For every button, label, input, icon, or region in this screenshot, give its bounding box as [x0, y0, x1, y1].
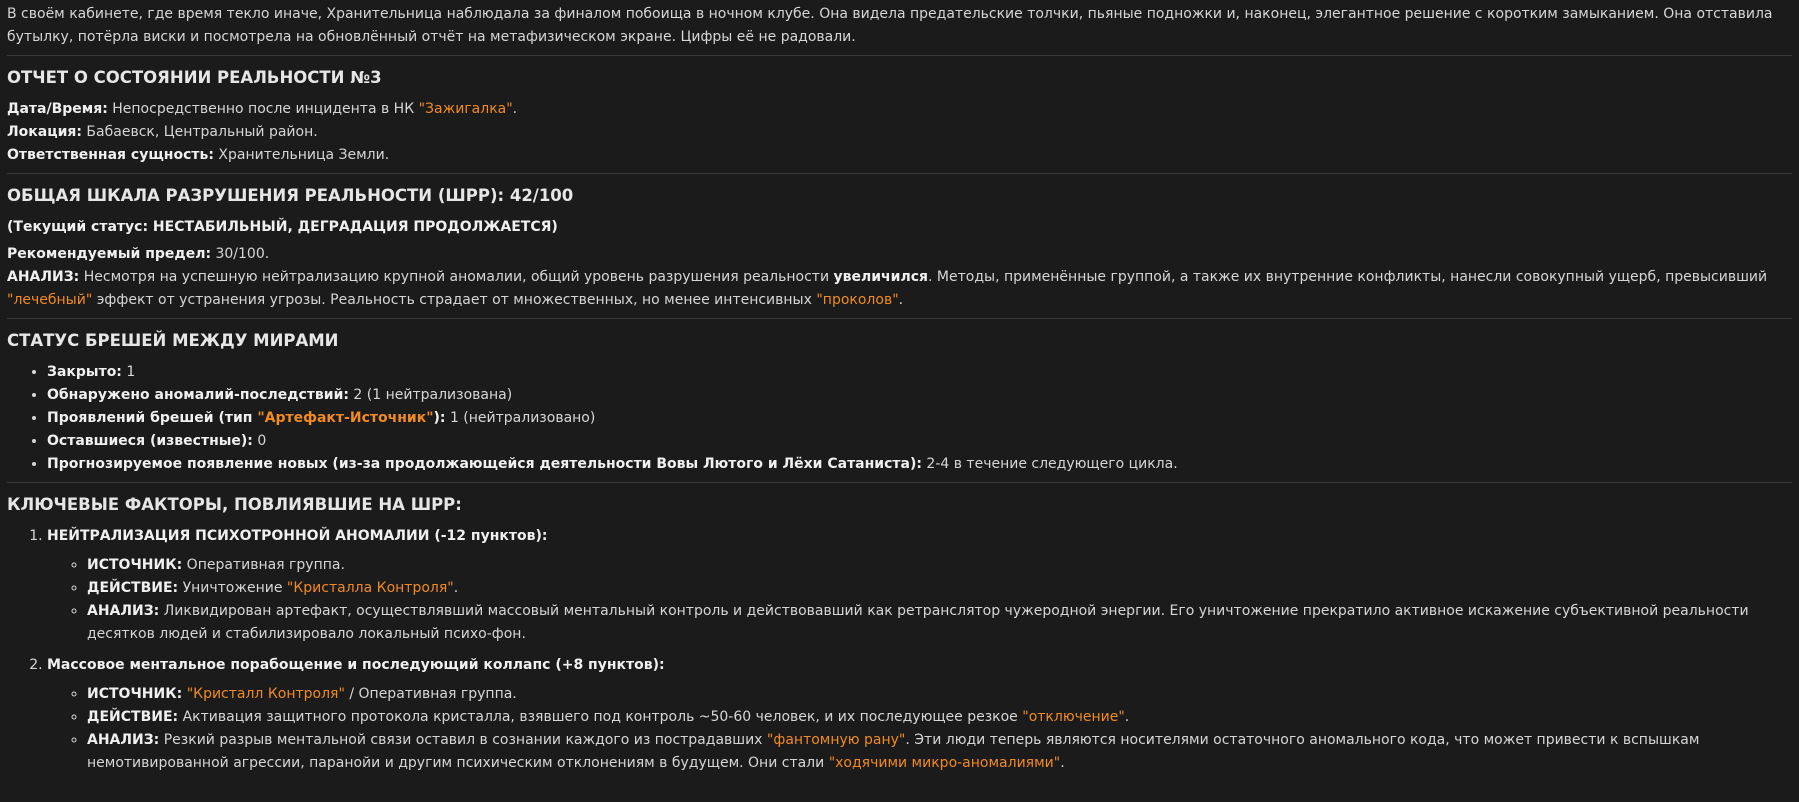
source-value: / Оперативная группа.	[344, 686, 517, 702]
factor-title: НЕЙТРАЛИЗАЦИЯ ПСИХОТРОННОЙ АНОМАЛИИ (-12 пунктов):	[47, 528, 548, 544]
limit-label: Рекомендуемый предел:	[7, 246, 212, 262]
factor-details	[47, 683, 1792, 775]
list-item	[47, 407, 1792, 430]
factor-title: Массовое ментальное порабощение и последующий коллапс (+8 пунктов):	[47, 657, 665, 673]
action-label: ДЕЙСТВИЕ:	[87, 580, 179, 596]
source-value: Оперативная группа.	[182, 557, 345, 573]
forecast-label: Прогнозируемое появление новых (из-за продолжающейся деятельности Вовы Лютого и Лёхи Сатаниста):	[47, 456, 922, 472]
closed-value: 1	[121, 364, 136, 380]
analysis-highlight: "лечебный"	[7, 292, 93, 308]
limit-line	[7, 243, 1792, 266]
remaining-label: Оставшиеся (известные):	[47, 433, 253, 449]
factor-item	[47, 654, 1792, 775]
datetime-end: .	[512, 101, 518, 117]
location-line	[7, 121, 1792, 144]
club-name: "Зажигалка"	[418, 101, 513, 117]
scale-analysis	[7, 266, 1792, 312]
list-item	[87, 554, 1792, 577]
analysis-highlight: "ходячими микро-аномалиями"	[828, 755, 1061, 771]
analysis-text: .	[898, 292, 904, 308]
analysis-text: . Эти люди теперь являются носителями остаточного аномального кода, что может привести к вспышкам немотивированной агрессии, паранойи и другим психическим отклонениям в будущем. Они стали	[87, 732, 1700, 771]
closed-label: Закрыто:	[47, 364, 122, 380]
source-label: ИСТОЧНИК:	[87, 557, 183, 573]
list-item	[87, 577, 1792, 600]
entity-label: Ответственная сущность:	[7, 147, 214, 163]
factor-item	[47, 525, 1792, 646]
list-item	[47, 384, 1792, 407]
factors-title: КЛЮЧЕВЫЕ ФАКТОРЫ, ПОВЛИЯВШИЕ НА ШРР:	[7, 495, 462, 514]
action-text: .	[1124, 709, 1130, 725]
remaining-value: 0	[252, 433, 267, 449]
manif-label-post: ):	[433, 410, 446, 426]
datetime-line	[7, 98, 1792, 121]
divider	[7, 318, 1792, 319]
analysis-label: АНАЛИЗ:	[87, 603, 160, 619]
analysis-emphasis: увеличился	[833, 269, 929, 285]
source-highlight: "Кристалл Контроля"	[186, 686, 345, 702]
datetime-label: Дата/Время:	[7, 101, 108, 117]
analysis-text: . Методы, применённые группой, а также их внутренние конфликты, нанесли совокупный ущерб, превысивший	[928, 269, 1768, 285]
action-label: ДЕЙСТВИЕ:	[87, 709, 179, 725]
found-value: 2 (1 нейтрализована)	[348, 387, 513, 403]
location-label: Локация:	[7, 124, 82, 140]
analysis-text: Несмотря на успешную нейтрализацию крупной аномалии, общий уровень разрушения реальности	[79, 269, 834, 285]
divider	[7, 482, 1792, 483]
manif-label	[47, 410, 446, 426]
action-text: Активация защитного протокола кристалла, взявшего под контроль ~50-60 человек, и их последующее резкое	[178, 709, 1023, 725]
list-item	[47, 430, 1792, 453]
list-item	[87, 729, 1792, 775]
found-label: Обнаружено аномалий-последствий:	[47, 387, 349, 403]
limit-value: 30/100.	[211, 246, 270, 262]
manif-label-pre: Проявлений брешей (тип	[47, 410, 258, 426]
breaches-list	[7, 361, 1792, 476]
scale-status-text: (Текущий статус: НЕСТАБИЛЬНЫЙ, ДЕГРАДАЦИЯ ПРОДОЛЖАЕТСЯ)	[7, 219, 558, 235]
location-value: Бабаевск, Центральный район.	[81, 124, 318, 140]
factors-list	[7, 525, 1792, 775]
analysis-text: Резкий разрыв ментальной связи оставил в сознании каждого из пострадавших	[159, 732, 767, 748]
analysis-highlight: "фантомную рану"	[766, 732, 906, 748]
list-item	[87, 683, 1792, 706]
list-item	[47, 453, 1792, 476]
scale-title: ОБЩАЯ ШКАЛА РАЗРУШЕНИЯ РЕАЛЬНОСТИ (ШРР): 42/100	[7, 186, 574, 205]
analysis-text: эффект от устранения угрозы. Реальность страдает от множественных, но менее интенсивных	[92, 292, 817, 308]
entity-line	[7, 144, 1792, 167]
analysis-text: .	[1060, 755, 1065, 771]
analysis-label: АНАЛИЗ:	[7, 269, 80, 285]
analysis-label: АНАЛИЗ:	[87, 732, 160, 748]
list-item	[87, 706, 1792, 729]
analysis-highlight: "проколов"	[816, 292, 899, 308]
entity-value: Хранительница Земли.	[213, 147, 390, 163]
action-text: .	[453, 580, 459, 596]
list-item	[87, 600, 1792, 646]
list-item	[47, 361, 1792, 384]
analysis-text: Ликвидирован артефакт, осуществлявший массовый ментальный контроль и действовавший как ретранслятор чужеродной энергии. Его уничтожение прекратило активное искажение субъективной реальности десятков людей и стабилизировало локальный психо-фон.	[87, 603, 1749, 642]
intro-paragraph: В своём кабинете, где время текло иначе, Хранительница наблюдала за финалом побоища в ночном клубе. Она видела предательские толчки, пьяные подножки и, наконец, элегантное решение с коротким замыканием. Она отставила бутылку, потёрла виски и посмотрела на обновлённый отчёт на метафизическом экране. Цифры её не радовали.	[7, 6, 1773, 45]
datetime-text: Непосредственно после инцидента в НК	[107, 101, 419, 117]
report-title: ОТЧЕТ О СОСТОЯНИИ РЕАЛЬНОСТИ №3	[7, 68, 382, 87]
divider	[7, 173, 1792, 174]
scale-status	[7, 216, 1792, 239]
action-text: Уничтожение	[178, 580, 287, 596]
manif-highlight: "Артефакт-Источник"	[257, 410, 434, 426]
action-highlight: "Кристалла Контроля"	[286, 580, 454, 596]
factor-details	[47, 554, 1792, 646]
breaches-title: СТАТУС БРЕШЕЙ МЕЖДУ МИРАМИ	[7, 331, 339, 350]
source-label: ИСТОЧНИК:	[87, 686, 183, 702]
forecast-value: 2-4 в течение следующего цикла.	[921, 456, 1178, 472]
divider	[7, 55, 1792, 56]
manif-value: 1 (нейтрализовано)	[445, 410, 596, 426]
action-highlight: "отключение"	[1022, 709, 1125, 725]
